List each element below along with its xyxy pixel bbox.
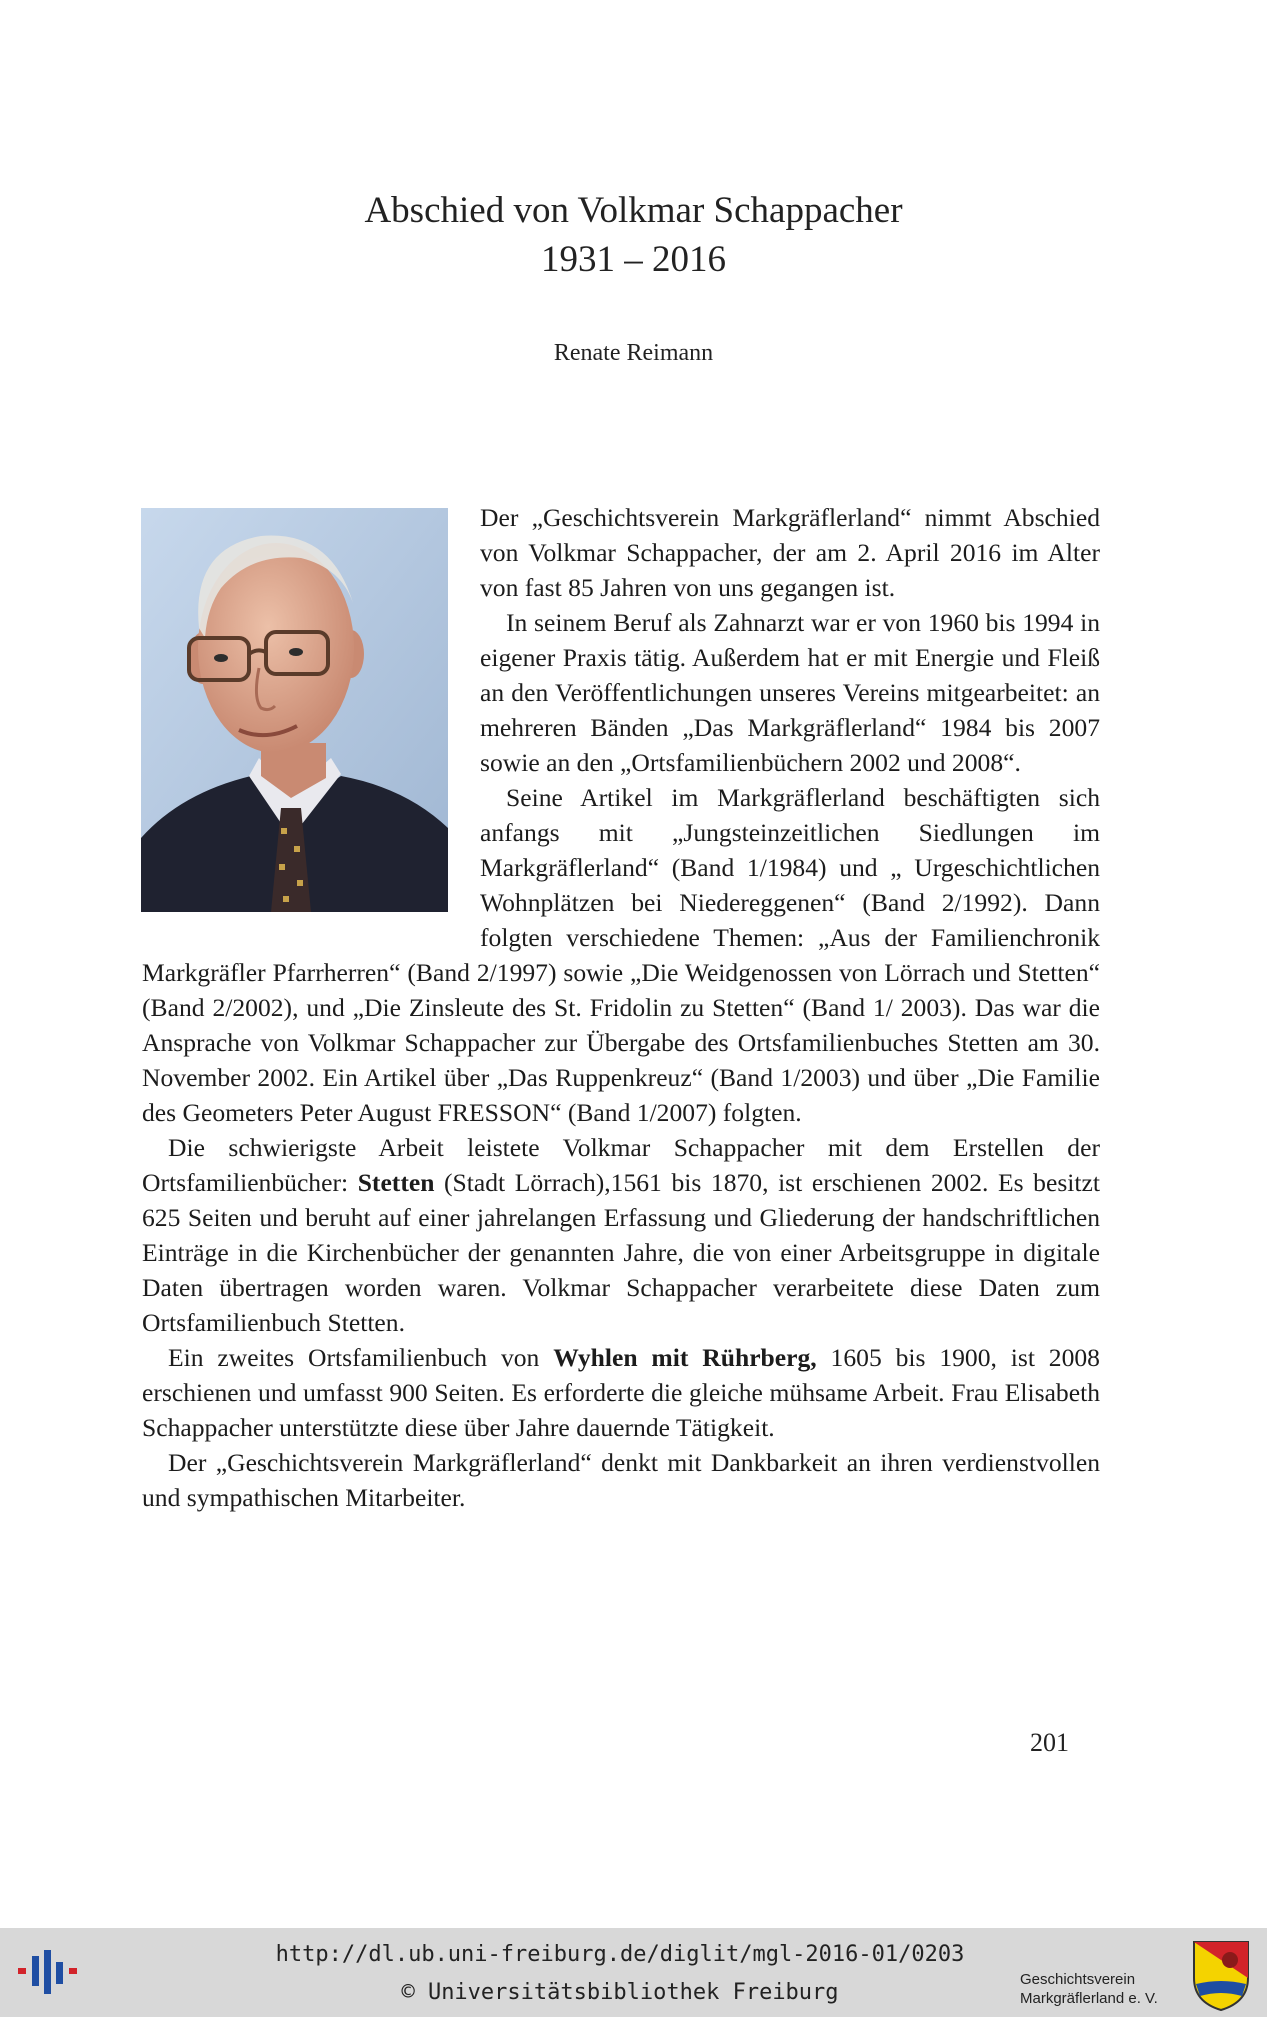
- paragraph-5-bold: Wyhlen mit Rührberg,: [553, 1343, 817, 1372]
- photo-wrap-spacer: [142, 500, 480, 928]
- paragraph-2: In seinem Beruf als Zahnarzt war er von 1960 bis 1994 in eigener Praxis tätig. Außerdem hat er mit Energie und Fleiß an den Veröffentlichungen unseres Vereins mitgearbeitet: an mehreren Bänden „Das Markgräflerland“ 1984 bis 2007 sowie an den „Ortsfamilienbüchern 2002 und 2008“.: [480, 608, 1100, 777]
- paragraph-3: Seine Artikel im Markgräflerland beschäftigten sich anfangs mit „Jungsteinzeitlichen Siedlungen im Markgräflerland“ (Band 1/1984) und „ Urgeschichtlichen Wohnplätzen bei Niedereggenen“ (Band 2/1992). Dann folgten verschiedene Themen: „Aus der Familienchronik Markgräfler Pfarrherren“ (Band 2/1997) sowie „Die Weidgenossen von Lörrach und Stetten“ (Band 2/2002), und „Die Zinsleute des St. Fridolin zu Stetten“ (Band 1/ 2003). Das war die Ansprache von Volkmar Schappacher zur Übergabe des Ortsfamilienbuches Stetten am 30. November 2002. Ein Artikel über „Das Ruppenkreuz“ (Band 1/2003) und über „Die Familie des Geometers Peter August FRESSON“ (Band 1/2007) folgten.: [142, 783, 1100, 1127]
- footer-bar: [0, 1928, 1267, 2017]
- coat-of-arms-icon: [1190, 1938, 1252, 2012]
- article-author: Renate Reimann: [553, 340, 714, 366]
- society-name: [1020, 1970, 1180, 2008]
- paragraph-5: [142, 1340, 1100, 1445]
- society-name-line2: Markgräflerland e. V.: [1020, 1990, 1158, 2007]
- page-number: 201: [1030, 1728, 1069, 1757]
- society-name-line1: Geschichtsverein: [1020, 1971, 1136, 1988]
- article-title: [0, 186, 1267, 284]
- paragraph-4-text-a: Die schwierigste Arbeit leistete Volkmar Schappacher mit dem Erstellen der Ortsfamilienbücher:: [142, 1133, 1100, 1197]
- title-line-years: 1931 – 2016: [541, 239, 726, 280]
- paragraph-1: Der „Geschichtsverein Markgräflerland“ nimmt Abschied von Volkmar Schappacher, der am 2. April 2016 im Alter von fast 85 Jahren von uns gegangen ist.: [480, 503, 1100, 602]
- paragraph-5-text-b: 1605 bis 1900, ist 2008 erschienen und umfasst 900 Seiten. Es erforderte die gleiche mühsame Arbeit. Frau Elisabeth Schappacher unterstützte diese über Jahre dauernde Tätigkeit.: [142, 1343, 1100, 1442]
- paragraph-4-bold: Stetten: [357, 1168, 435, 1197]
- article-body: [142, 500, 1100, 1515]
- paragraph-4-text-b: (Stadt Lörrach),1561 bis 1870, ist erschienen 2002. Es besitzt 625 Seiten und beruht auf einer jahrelangen Erfassung und Gliederung der handschriftlichen Einträge in die Kirchenbücher der genannten Jahre, die von einer Arbeitsgruppe in digitale Daten übertragen worden waren. Volkmar Schappacher verarbeitete diese Daten zum Ortsfamilienbuch Stetten.: [142, 1168, 1100, 1337]
- paragraph-4: [142, 1130, 1100, 1340]
- paragraph-6: Der „Geschichtsverein Markgräflerland“ denkt mit Dankbarkeit an ihren verdienstvollen und sympathischen Mitarbeiter.: [142, 1448, 1100, 1512]
- paragraph-5-text-a: Ein zweites Ortsfamilienbuch von: [168, 1343, 554, 1372]
- footer-url-link[interactable]: http://dl.ub.uni-freiburg.de/diglit/mgl-2016-01/0203: [275, 1942, 965, 1967]
- footer-copyright: © Universitätsbibliothek Freiburg: [401, 1980, 839, 2005]
- title-line-name: Abschied von Volkmar Schappacher: [364, 190, 903, 231]
